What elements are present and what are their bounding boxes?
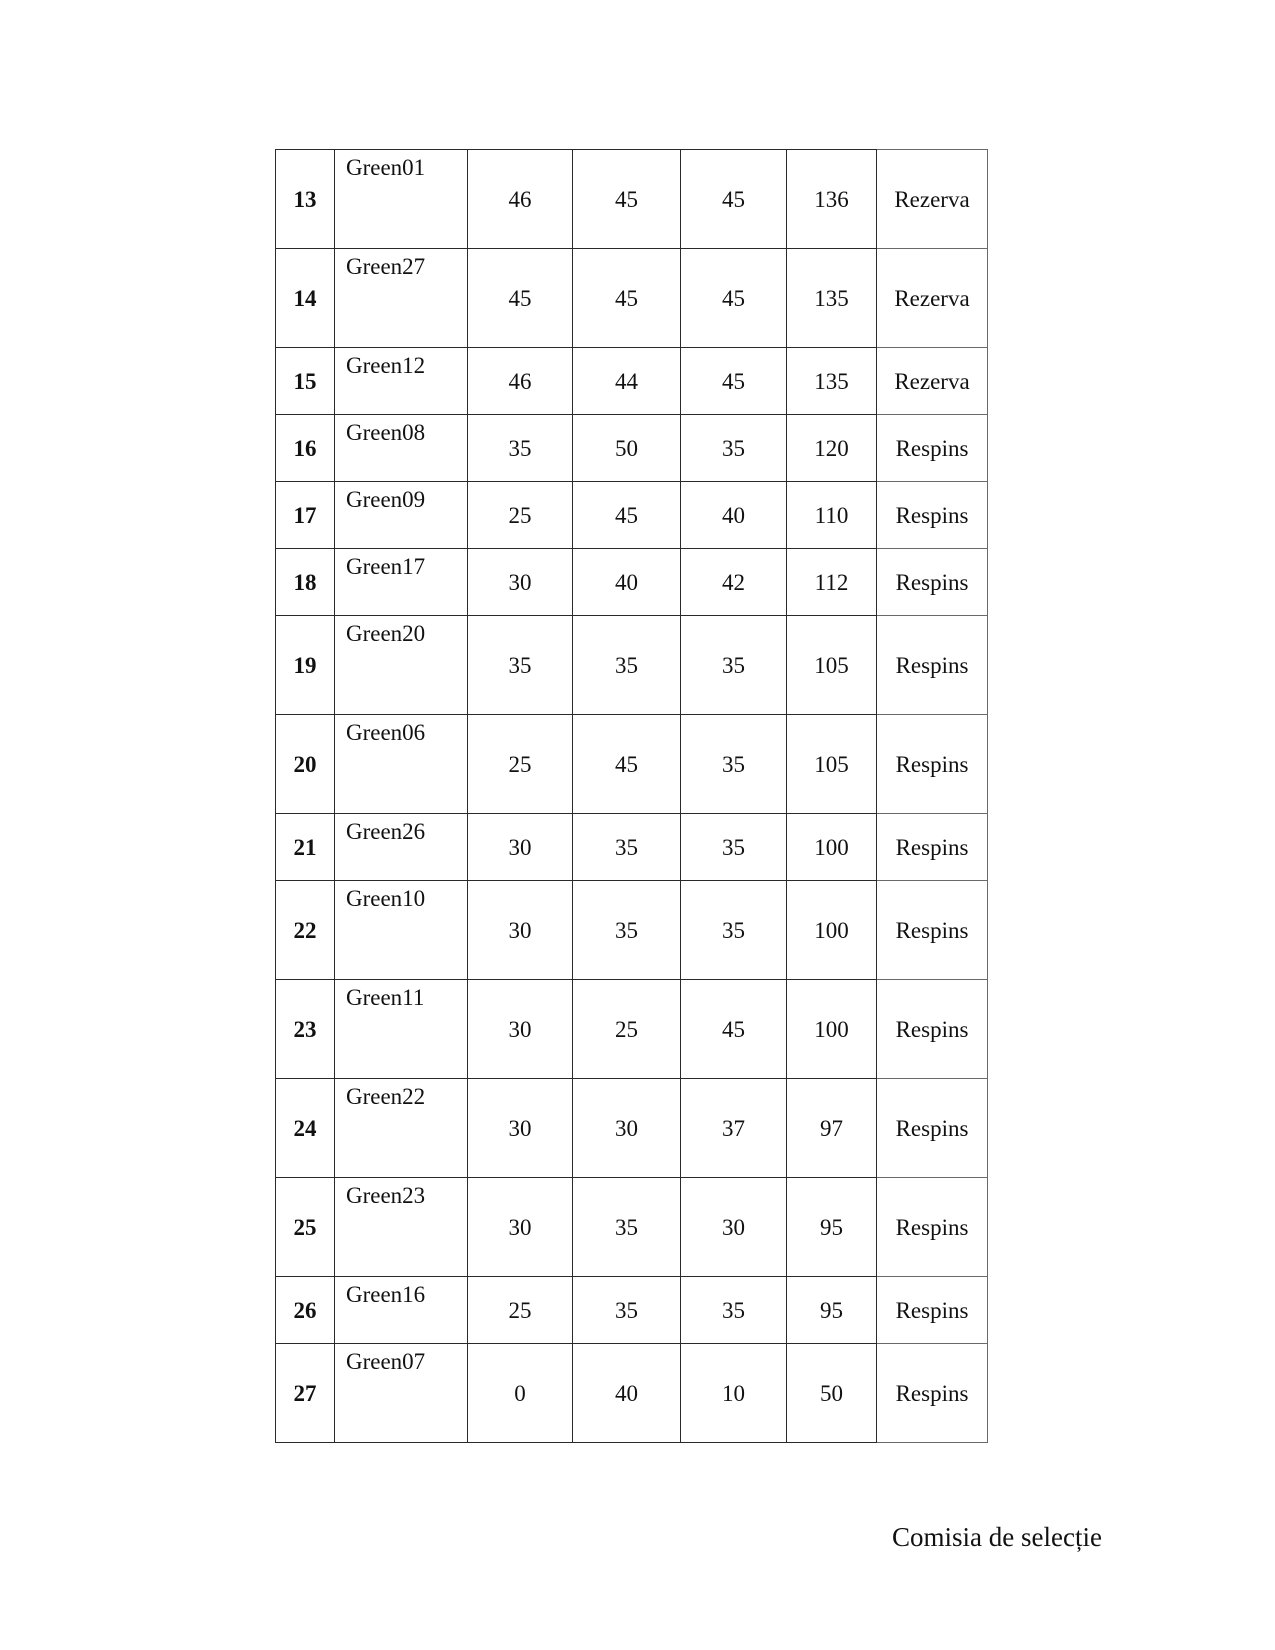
score-3-cell: 30 <box>681 1178 787 1277</box>
score-1-cell: 25 <box>468 715 573 814</box>
score-3-cell: 45 <box>681 150 787 249</box>
score-3-cell: 10 <box>681 1344 787 1443</box>
rank-cell: 25 <box>276 1178 335 1277</box>
status-cell: Respins <box>877 1079 988 1178</box>
score-1-cell: 30 <box>468 549 573 616</box>
score-2-cell: 35 <box>573 881 681 980</box>
score-1-cell: 46 <box>468 348 573 415</box>
score-1-cell: 35 <box>468 415 573 482</box>
score-2-cell: 35 <box>573 814 681 881</box>
table-row <box>276 482 988 549</box>
score-1-cell: 30 <box>468 980 573 1079</box>
score-2-cell: 44 <box>573 348 681 415</box>
total-score-cell: 135 <box>787 348 877 415</box>
table-row <box>276 881 988 980</box>
score-1-cell: 30 <box>468 814 573 881</box>
status-cell: Respins <box>877 482 988 549</box>
total-score-cell: 105 <box>787 616 877 715</box>
applicant-code-cell: Green10 <box>335 881 468 980</box>
status-cell: Respins <box>877 1178 988 1277</box>
score-2-cell: 50 <box>573 415 681 482</box>
table-row <box>276 249 988 348</box>
score-3-cell: 35 <box>681 715 787 814</box>
status-cell: Respins <box>877 881 988 980</box>
selection-committee-label: Comisia de selecție <box>892 1522 1102 1552</box>
rank-cell: 16 <box>276 415 335 482</box>
table-row <box>276 1178 988 1277</box>
status-cell: Rezerva <box>877 348 988 415</box>
score-3-cell: 45 <box>681 348 787 415</box>
score-2-cell: 35 <box>573 1277 681 1344</box>
applicant-code-cell: Green27 <box>335 249 468 348</box>
score-3-cell: 35 <box>681 1277 787 1344</box>
status-cell: Respins <box>877 616 988 715</box>
applicant-code-cell: Green23 <box>335 1178 468 1277</box>
rank-cell: 17 <box>276 482 335 549</box>
score-2-cell: 45 <box>573 150 681 249</box>
table-row <box>276 150 988 249</box>
table-row <box>276 549 988 616</box>
table-row <box>276 980 988 1079</box>
status-cell: Rezerva <box>877 249 988 348</box>
table-row <box>276 1079 988 1178</box>
score-1-cell: 0 <box>468 1344 573 1443</box>
score-2-cell: 35 <box>573 616 681 715</box>
applicant-code-cell: Green11 <box>335 980 468 1079</box>
status-cell: Rezerva <box>877 150 988 249</box>
rank-cell: 26 <box>276 1277 335 1344</box>
table-row <box>276 1344 988 1443</box>
score-2-cell: 30 <box>573 1079 681 1178</box>
rank-cell: 14 <box>276 249 335 348</box>
applicant-code-cell: Green22 <box>335 1079 468 1178</box>
total-score-cell: 95 <box>787 1178 877 1277</box>
score-3-cell: 35 <box>681 881 787 980</box>
rank-cell: 22 <box>276 881 335 980</box>
score-1-cell: 35 <box>468 616 573 715</box>
score-1-cell: 30 <box>468 1178 573 1277</box>
applicant-code-cell: Green08 <box>335 415 468 482</box>
table-row <box>276 348 988 415</box>
score-1-cell: 30 <box>468 1079 573 1178</box>
score-1-cell: 45 <box>468 249 573 348</box>
table-row <box>276 616 988 715</box>
applicant-code-cell: Green17 <box>335 549 468 616</box>
score-3-cell: 42 <box>681 549 787 616</box>
score-2-cell: 25 <box>573 980 681 1079</box>
applicant-code-cell: Green09 <box>335 482 468 549</box>
rank-cell: 19 <box>276 616 335 715</box>
total-score-cell: 95 <box>787 1277 877 1344</box>
score-2-cell: 35 <box>573 1178 681 1277</box>
results-table <box>275 149 988 1443</box>
applicant-code-cell: Green07 <box>335 1344 468 1443</box>
applicant-code-cell: Green16 <box>335 1277 468 1344</box>
score-2-cell: 45 <box>573 249 681 348</box>
score-2-cell: 40 <box>573 549 681 616</box>
score-3-cell: 35 <box>681 814 787 881</box>
score-2-cell: 45 <box>573 482 681 549</box>
rank-cell: 13 <box>276 150 335 249</box>
score-3-cell: 40 <box>681 482 787 549</box>
score-1-cell: 30 <box>468 881 573 980</box>
total-score-cell: 135 <box>787 249 877 348</box>
total-score-cell: 97 <box>787 1079 877 1178</box>
applicant-code-cell: Green01 <box>335 150 468 249</box>
score-2-cell: 40 <box>573 1344 681 1443</box>
status-cell: Respins <box>877 1277 988 1344</box>
total-score-cell: 136 <box>787 150 877 249</box>
score-3-cell: 37 <box>681 1079 787 1178</box>
rank-cell: 21 <box>276 814 335 881</box>
status-cell: Respins <box>877 814 988 881</box>
score-1-cell: 25 <box>468 1277 573 1344</box>
score-3-cell: 35 <box>681 415 787 482</box>
total-score-cell: 105 <box>787 715 877 814</box>
score-3-cell: 45 <box>681 249 787 348</box>
total-score-cell: 50 <box>787 1344 877 1443</box>
rank-cell: 27 <box>276 1344 335 1443</box>
status-cell: Respins <box>877 980 988 1079</box>
status-cell: Respins <box>877 715 988 814</box>
applicant-code-cell: Green06 <box>335 715 468 814</box>
rank-cell: 20 <box>276 715 335 814</box>
total-score-cell: 100 <box>787 814 877 881</box>
score-3-cell: 35 <box>681 616 787 715</box>
applicant-code-cell: Green12 <box>335 348 468 415</box>
score-1-cell: 25 <box>468 482 573 549</box>
score-3-cell: 45 <box>681 980 787 1079</box>
total-score-cell: 120 <box>787 415 877 482</box>
score-2-cell: 45 <box>573 715 681 814</box>
total-score-cell: 110 <box>787 482 877 549</box>
applicant-code-cell: Green20 <box>335 616 468 715</box>
status-cell: Respins <box>877 415 988 482</box>
rank-cell: 24 <box>276 1079 335 1178</box>
table-row <box>276 415 988 482</box>
status-cell: Respins <box>877 549 988 616</box>
rank-cell: 15 <box>276 348 335 415</box>
results-body <box>276 150 988 1443</box>
table-row <box>276 1277 988 1344</box>
score-1-cell: 46 <box>468 150 573 249</box>
rank-cell: 23 <box>276 980 335 1079</box>
table-row <box>276 814 988 881</box>
status-cell: Respins <box>877 1344 988 1443</box>
total-score-cell: 100 <box>787 881 877 980</box>
applicant-code-cell: Green26 <box>335 814 468 881</box>
rank-cell: 18 <box>276 549 335 616</box>
total-score-cell: 112 <box>787 549 877 616</box>
total-score-cell: 100 <box>787 980 877 1079</box>
table-row <box>276 715 988 814</box>
